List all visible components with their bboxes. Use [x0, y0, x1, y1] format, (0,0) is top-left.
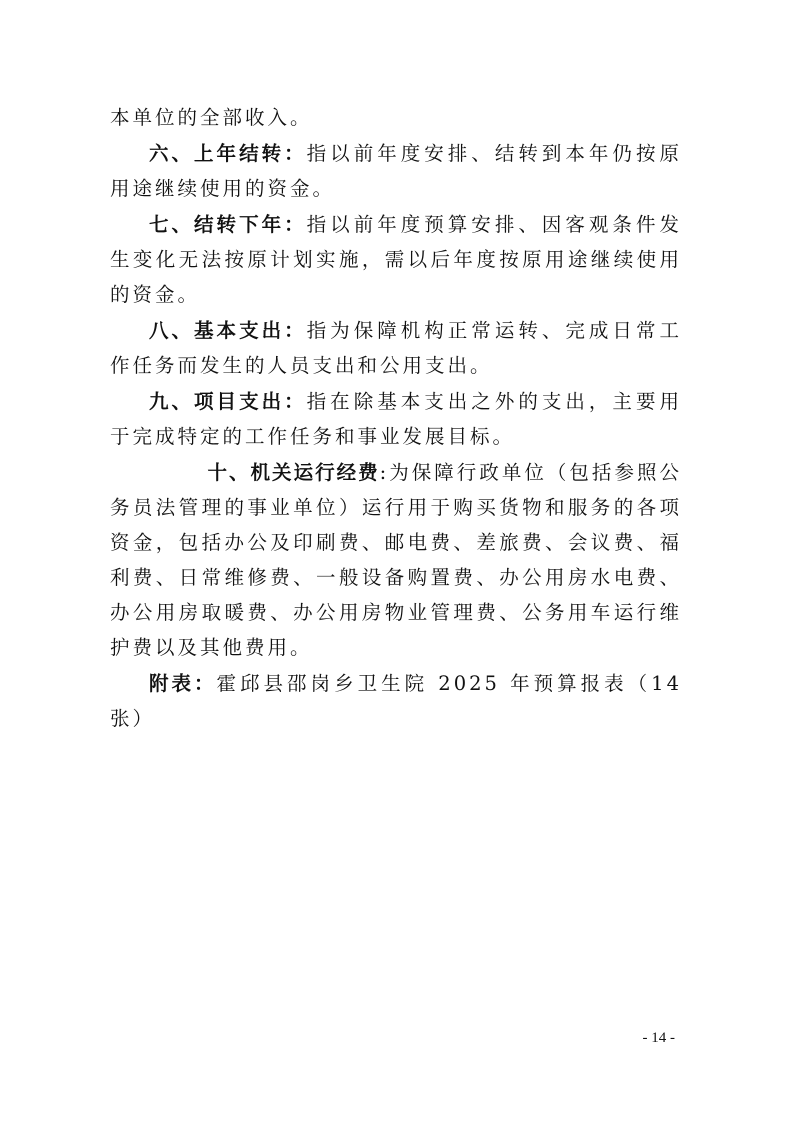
paragraph-text: 指以前年度安排、结转到本年仍按原用途继续使用的资金。 — [110, 142, 682, 200]
paragraph-operating-expenses — [110, 455, 682, 665]
term-separator: ： — [194, 672, 217, 695]
paragraph-attachment — [110, 666, 682, 736]
term-separator: ： — [284, 142, 307, 165]
paragraph-next-year-carryover — [110, 207, 682, 312]
document-body — [110, 100, 682, 737]
term-separator: : — [379, 461, 390, 484]
paragraph-text: 本单位的全部收入。 — [110, 106, 313, 129]
paragraph-text: 指以前年度预算安排、因客观条件发生变化无法按原计划实施，需以后年度按原用途继续使用的资金。 — [110, 213, 682, 306]
paragraph-text: 指为保障机构正常运转、完成日常工作任务而发生的人员支出和公用支出。 — [110, 319, 682, 377]
page-number: - 14 - — [642, 1030, 675, 1046]
term-heading: 十、机关运行经费 — [207, 461, 380, 484]
paragraph-text: 为保障行政单位（包括参照公务员法管理的事业单位）运行用于购买货物和服务的各项资金，包括办公及印刷费、邮电费、差旅费、会议费、福利费、日常维修费、一般设备购置费、办公用房水电费、办公用房取暖费、办公用房物业管理费、公务用车运行维护费以及其他费用。 — [110, 461, 682, 659]
paragraph-basic-expenditure — [110, 313, 682, 383]
term-heading: 八、基本支出 — [149, 319, 285, 342]
paragraph-income-continued — [110, 100, 682, 135]
term-heading: 七、结转下年 — [149, 213, 285, 236]
paragraph-text: 指在除基本支出之外的支出，主要用于完成特定的工作任务和事业发展目标。 — [110, 390, 682, 448]
term-heading: 九、项目支出 — [149, 390, 285, 413]
term-separator: ： — [284, 390, 307, 413]
term-separator: ： — [284, 213, 307, 236]
paragraph-prior-year-carryover — [110, 136, 682, 206]
term-heading: 附表 — [149, 672, 195, 695]
paragraph-text: 霍邱县邵岗乡卫生院 2025 年预算报表（14 张） — [110, 672, 682, 730]
paragraph-project-expenditure — [110, 384, 682, 454]
term-separator: ： — [284, 319, 307, 342]
term-heading: 六、上年结转 — [149, 142, 285, 165]
